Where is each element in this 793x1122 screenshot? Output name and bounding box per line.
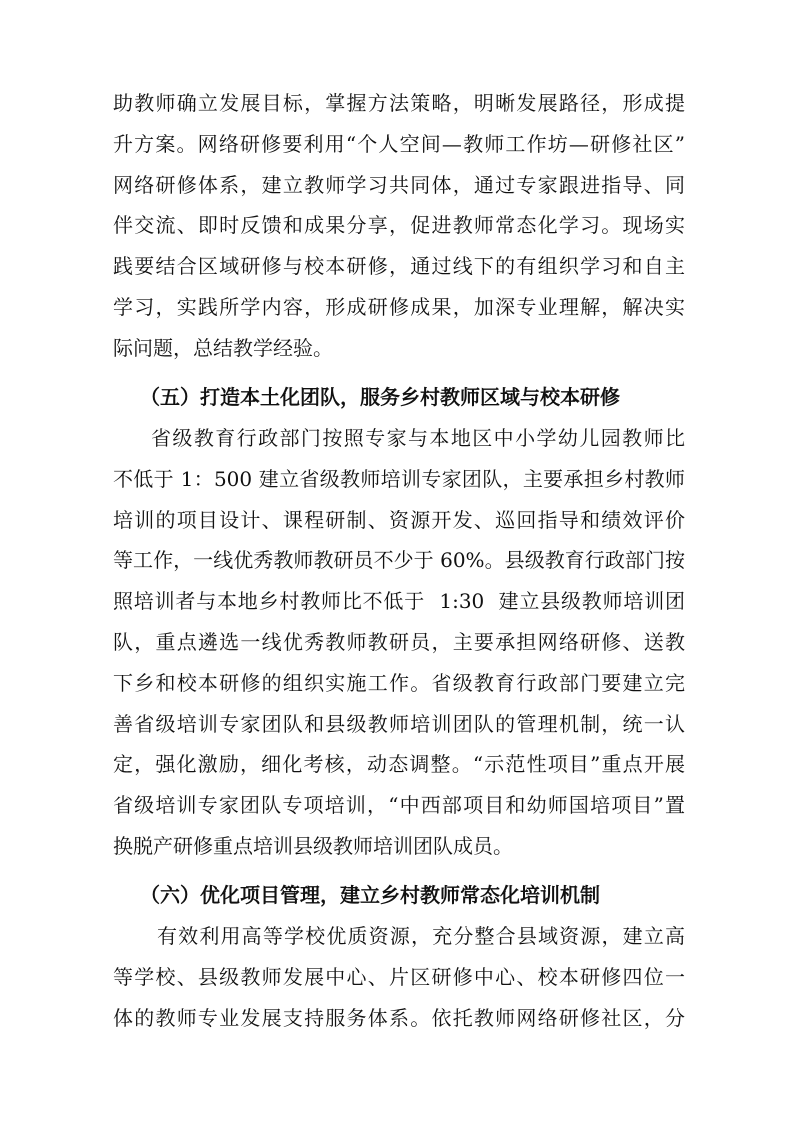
paragraph-project-management — [113, 916, 685, 1038]
text-line: 照培训者与本地乡村教师比不低于 1:30 建立县级教师培训团 — [113, 589, 685, 614]
text-line: 学习，实践所学内容，形成研修成果，加深专业理解，解决实 — [113, 294, 685, 319]
paragraph-online-training — [113, 83, 685, 369]
text-line: 助教师确立发展目标，掌握方法策略，明晰发展路径，形成提 — [113, 91, 685, 115]
text-line: 践要结合区域研修与校本研修，通过线下的有组织学习和自主 — [113, 254, 685, 279]
text-line: 换脱产研修重点培训县级教师培训团队成员。 — [113, 833, 513, 858]
text-line: 升方案。网络研修要利用“个人空间—教师工作坊—研修社区” — [113, 131, 685, 156]
text-line: 定，强化激励，细化考核，动态调整。“示范性项目”重点开展 — [113, 752, 685, 777]
section-heading-6: （六）优化项目管理，建立乡村教师常态化培训机制 — [140, 883, 600, 907]
text-line: 际问题，总结教学经验。 — [113, 335, 333, 360]
text-line: 省级教育行政部门按照专家与本地区中小学幼儿园教师比 — [151, 426, 685, 450]
text-line: 善省级培训专家团队和县级教师培训团队的管理机制，统一认 — [113, 711, 685, 736]
text-line: 培训的项目设计、课程研制、资源开发、巡回指导和绩效评价 — [113, 507, 685, 532]
paragraph-local-teams — [113, 418, 685, 867]
text-line: 下乡和校本研修的组织实施工作。省级教育行政部门要建立完 — [113, 670, 685, 695]
text-line: 省级培训专家团队专项培训，“中西部项目和幼师国培项目”置 — [113, 793, 685, 818]
text-line: 有效利用高等学校优质资源，充分整合县域资源，建立高 — [157, 924, 685, 948]
text-line: 队，重点遴选一线优秀教师教研员，主要承担网络研修、送教 — [113, 629, 685, 654]
text-line: 等学校、县级教师发展中心、片区研修中心、校本研修四位一 — [113, 964, 685, 989]
text-line: 网络研修体系，建立教师学习共同体，通过专家跟进指导、同 — [113, 172, 685, 197]
text-line: 等工作，一线优秀教师教研员不少于 60%。县级教育行政部门按 — [113, 548, 685, 573]
text-line: 伴交流、即时反馈和成果分享，促进教师常态化学习。现场实 — [113, 213, 685, 238]
text-line: 体的教师专业发展支持服务体系。依托教师网络研修社区，分 — [113, 1005, 685, 1030]
section-heading-5: （五）打造本土化团队，服务乡村教师区域与校本研修 — [140, 385, 620, 409]
text-line: 不低于 1：500 建立省级教师培训专家团队，主要承担乡村教师 — [113, 466, 685, 491]
